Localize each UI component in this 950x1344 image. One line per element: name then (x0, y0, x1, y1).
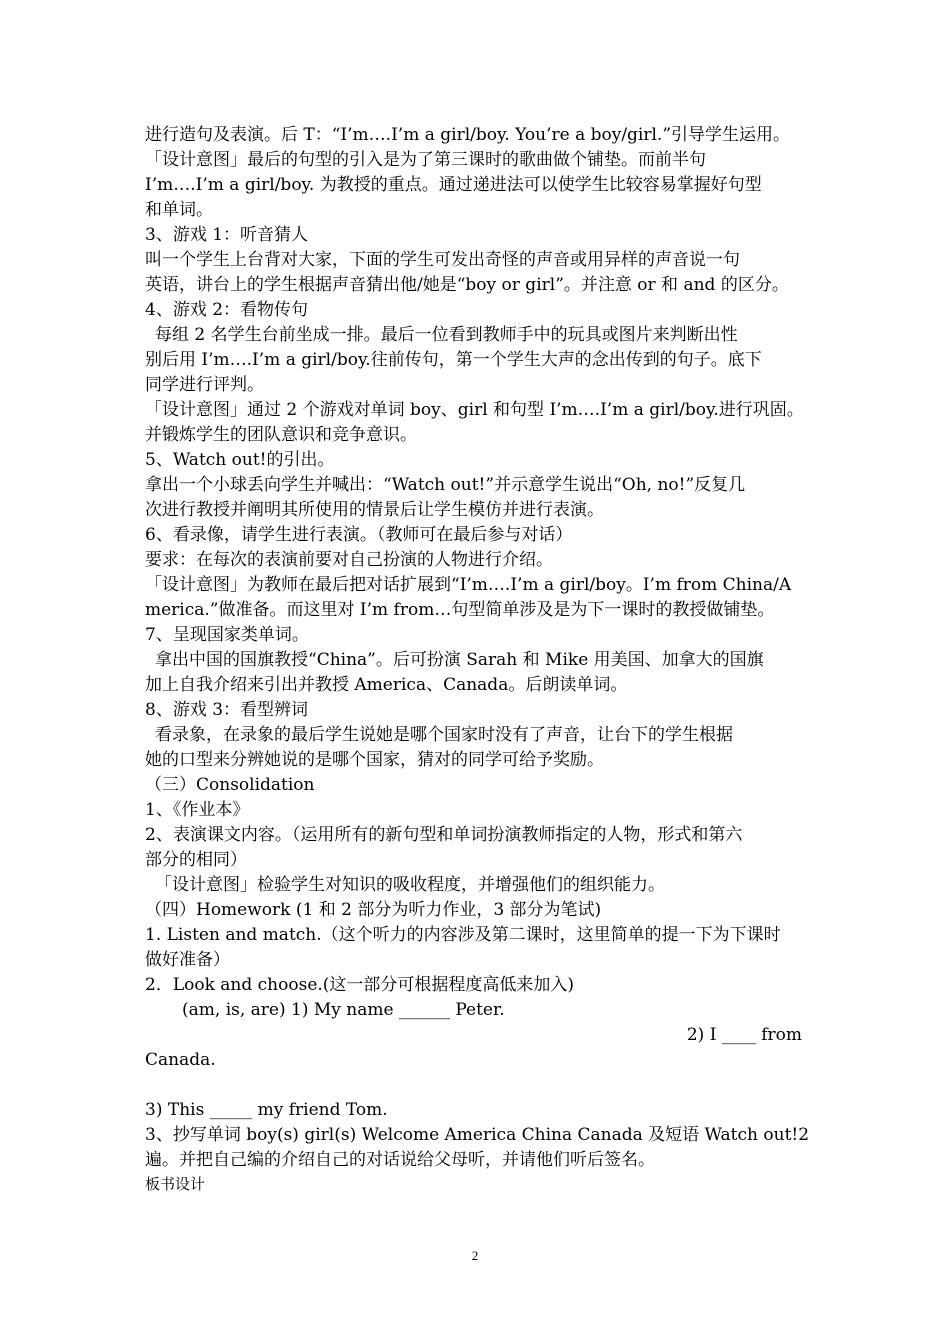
section-heading: 4、游戏 2：看物传句 (145, 300, 309, 320)
list-item: 2、表演课文内容。（运用所有的新句型和单词扮演教师指定的人物，形式和第六 (145, 825, 743, 845)
list-item: 2．Look and choose.(这一部分可根据程度高低来加入) (145, 975, 575, 995)
text-line: 并锻炼学生的团队意识和竞争意识。 (145, 425, 417, 445)
blank-line (145, 1073, 810, 1098)
text-line: 加上自我介绍来引出并教授 America、Canada。后朗读单词。 (145, 675, 628, 695)
text-line: 同学进行评判。 (145, 375, 264, 395)
list-item: 3、抄写单词 boy(s) girl(s) Welcome America China Canada 及短语 Watch out!2 (145, 1125, 810, 1145)
section-heading: （三）Consolidation (145, 775, 315, 795)
text-line: 别后用 I’m….I’m a girl/boy.往前传句，第一个学生大声的念出传到的句子。底下 (145, 350, 762, 370)
text-line: 拿出中国的国旗教授“China”。后可扮演 Sarah 和 Mike 用美国、加拿大的国旗 (155, 650, 764, 670)
page-number: 2 (471, 1248, 479, 1263)
exercise-line: 2) I ____ from (686, 1025, 802, 1045)
design-intent-line: 「设计意图」最后的句型的引入是为了第三课时的歌曲做个铺垫。而前半句 (145, 150, 706, 170)
exercise-line: (am, is, are) 1) My name ______ Peter. (182, 1000, 505, 1020)
text-line: 部分的相同） (145, 850, 247, 870)
board-design-heading: 板书设计 (145, 1175, 206, 1193)
text-line: 她的口型来分辨她说的是哪个国家，猜对的同学可给予奖励。 (145, 750, 604, 770)
text-line: 要求：在每次的表演前要对自己扮演的人物进行介绍。 (145, 550, 553, 570)
text-line: 叫一个学生上台背对大家，下面的学生可发出奇怪的声音或用异样的声音说一句 (145, 250, 740, 270)
section-heading: （四）Homework (1 和 2 部分为听力作业，3 部分为笔试) (145, 900, 602, 920)
exercise-line: 3) This _____ my friend Tom. (145, 1100, 388, 1120)
design-intent-line: 「设计意图」为教师在最后把对话扩展到“I’m….I’m a girl/boy。I’m from China/A (145, 575, 792, 595)
section-heading: 3、游戏 1：听音猜人 (145, 225, 309, 245)
section-heading: 7、呈现国家类单词。 (145, 625, 309, 645)
text-line: 和单词。 (145, 200, 213, 220)
text-line: merica.”做准备。而这里对 I’m from…句型简单涉及是为下一课时的教授做铺垫。 (145, 600, 775, 620)
text-line: 遍。并把自己编的介绍自己的对话说给父母听，并请他们听后签名。 (145, 1150, 655, 1170)
text-line: 做好准备） (145, 950, 230, 970)
text-line: 英语，讲台上的学生根据声音猜出他/她是“boy or girl”。并注意 or 和 and 的区分。 (145, 275, 789, 295)
text-line: 拿出一个小球丢向学生并喊出：“Watch out!”并示意学生说出“Oh, no!”反复几 (145, 475, 746, 495)
design-intent-line: 「设计意图」检验学生对知识的吸收程度，并增强他们的组织能力。 (155, 875, 665, 895)
exercise-line: Canada. (145, 1050, 216, 1070)
text-line: I’m….I’m a girl/boy. 为教授的重点。通过递进法可以使学生比较容易掌握好句型 (145, 175, 762, 195)
page-body (145, 123, 810, 1195)
section-heading: 8、游戏 3：看型辨词 (145, 700, 309, 720)
section-heading: 6、看录像，请学生进行表演。（教师可在最后参与对话） (145, 525, 573, 545)
list-item: 1、《作业本》 (145, 800, 250, 820)
text-line: 进行造句及表演。后 T：“I’m….I’m a girl/boy. You’re a boy/girl.”引导学生运用。 (145, 125, 791, 145)
text-line: 看录象，在录象的最后学生说她是哪个国家时没有了声音，让台下的学生根据 (155, 725, 733, 745)
list-item: 1. Listen and match.（这个听力的内容涉及第二课时，这里简单的提一下为下课时 (145, 925, 781, 945)
text-line: 每组 2 名学生台前坐成一排。最后一位看到教师手中的玩具或图片来判断出性 (155, 325, 738, 345)
section-heading: 5、Watch out!的引出。 (145, 450, 335, 470)
design-intent-line: 「设计意图」通过 2 个游戏对单词 boy、girl 和句型 I’m….I’m a girl/boy.进行巩固。 (145, 400, 804, 420)
text-line: 次进行教授并阐明其所使用的情景后让学生模仿并进行表演。 (145, 500, 604, 520)
